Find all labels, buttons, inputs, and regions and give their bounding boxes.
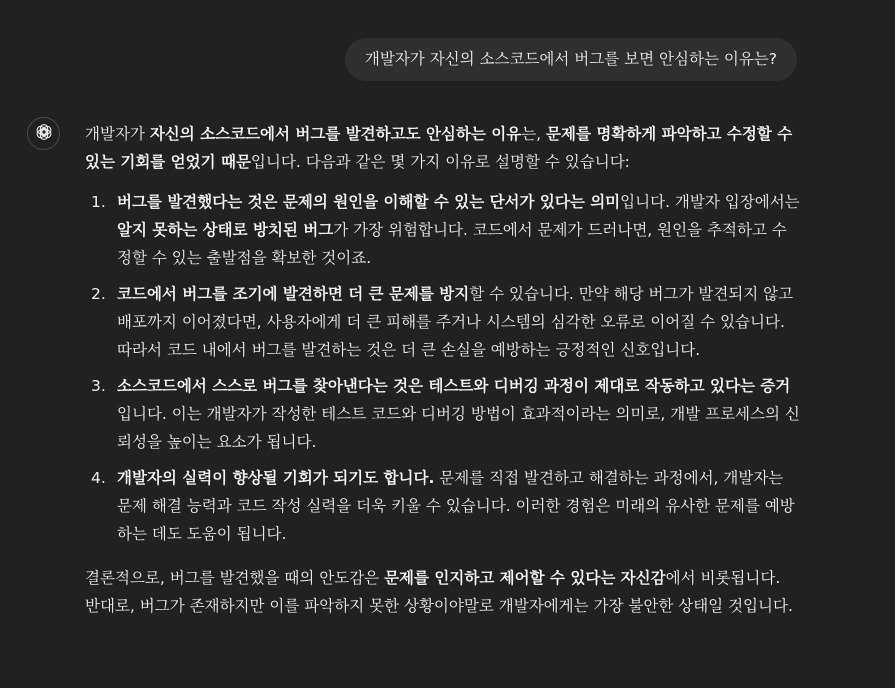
list-item-text (117, 469, 795, 543)
user-message-row (345, 38, 797, 81)
list-number: 4. (91, 469, 106, 487)
text-segment: 할 수 있습니다. 만약 해당 버그가 발견되지 않고 배포까지 이어졌다면, 사용자에게 더 큰 피해를 주거나 시스템의 심각한 오류로 이어질 수 있습니다. 따라서 코드 내에서 버그를 발견하는 것은 더 큰 손실을 예방하는 긍정적인 신호입니다. (117, 285, 794, 359)
list-number: 3. (91, 377, 106, 395)
bold-text-segment: 문제를 명확하게 파악하고 수정할 수 있는 기회를 얻었기 때문 (85, 125, 793, 171)
bold-text-segment: 알지 못하는 상태로 방치된 버그 (117, 221, 334, 239)
text-segment: 결론적으로, 버그를 발견했을 때의 안도감은 (85, 569, 385, 587)
list-item (85, 372, 800, 456)
list-number: 1. (91, 193, 106, 211)
assistant-avatar (27, 117, 60, 150)
list-item (85, 464, 800, 548)
bold-text-segment: 버그를 발견했다는 것은 문제의 원인을 이해할 수 있는 단서가 있다는 의미 (117, 193, 621, 211)
list-number: 2. (91, 285, 106, 303)
list-item-text (117, 285, 793, 359)
text-segment: 는, (521, 125, 547, 143)
bold-text-segment: 자신의 소스코드에서 버그를 발견하고도 안심하는 이유 (149, 125, 522, 143)
text-segment: 입니다. 다음과 같은 몇 가지 이유로 설명할 수 있습니다: (250, 153, 630, 171)
bold-text-segment: 소스코드에서 스스로 버그를 찾아낸다는 것은 테스트와 디버깅 과정이 제대로 작동하고 있다는 증거 (117, 377, 791, 395)
conclusion-paragraph (85, 564, 800, 620)
text-segment: 개발자가 (85, 125, 150, 143)
text-segment: 입니다. 이는 개발자가 작성한 테스트 코드와 디버깅 방법이 효과적이라는 의미로, 개발 프로세스의 신뢰성을 높이는 요소가 됩니다. (117, 405, 800, 451)
text-segment: 문제를 직접 발견하고 해결하는 과정에서, 개발자는 문제 해결 능력과 코드 작성 실력을 더욱 키울 수 있습니다. 이러한 경험은 미래의 유사한 문제를 예방하는 데도 도움이 됩니다. (117, 469, 795, 543)
intro-paragraph (85, 120, 800, 176)
list-item-text (117, 377, 800, 451)
text-segment: 에서 비롯됩니다. 반대로, 버그가 존재하지만 이를 파악하지 못한 상황이야말로 개발자에게는 가장 불안한 상태일 것입니다. (85, 569, 793, 615)
text-segment: 입니다. 개발자 입장에서는 (620, 193, 800, 211)
reasons-list (85, 188, 800, 548)
bold-text-segment: 코드에서 버그를 조기에 발견하면 더 큰 문제를 방지 (117, 285, 470, 303)
assistant-message (85, 120, 800, 620)
text-segment: 가 가장 위험합니다. 코드에서 문제가 드러나면, 원인을 추적하고 수정할 수 있는 출발점을 확보한 것이죠. (117, 221, 787, 267)
bold-text-segment: 문제를 인지하고 제어할 수 있다는 자신감 (384, 569, 666, 587)
user-message-bubble: 개발자가 자신의 소스코드에서 버그를 보면 안심하는 이유는? (345, 38, 797, 81)
list-item (85, 188, 800, 272)
list-item (85, 280, 800, 364)
openai-logo-icon (34, 122, 54, 146)
list-item-text (117, 193, 800, 267)
bold-text-segment: 개발자의 실력이 향상될 기회가 되기도 합니다. (117, 469, 435, 487)
